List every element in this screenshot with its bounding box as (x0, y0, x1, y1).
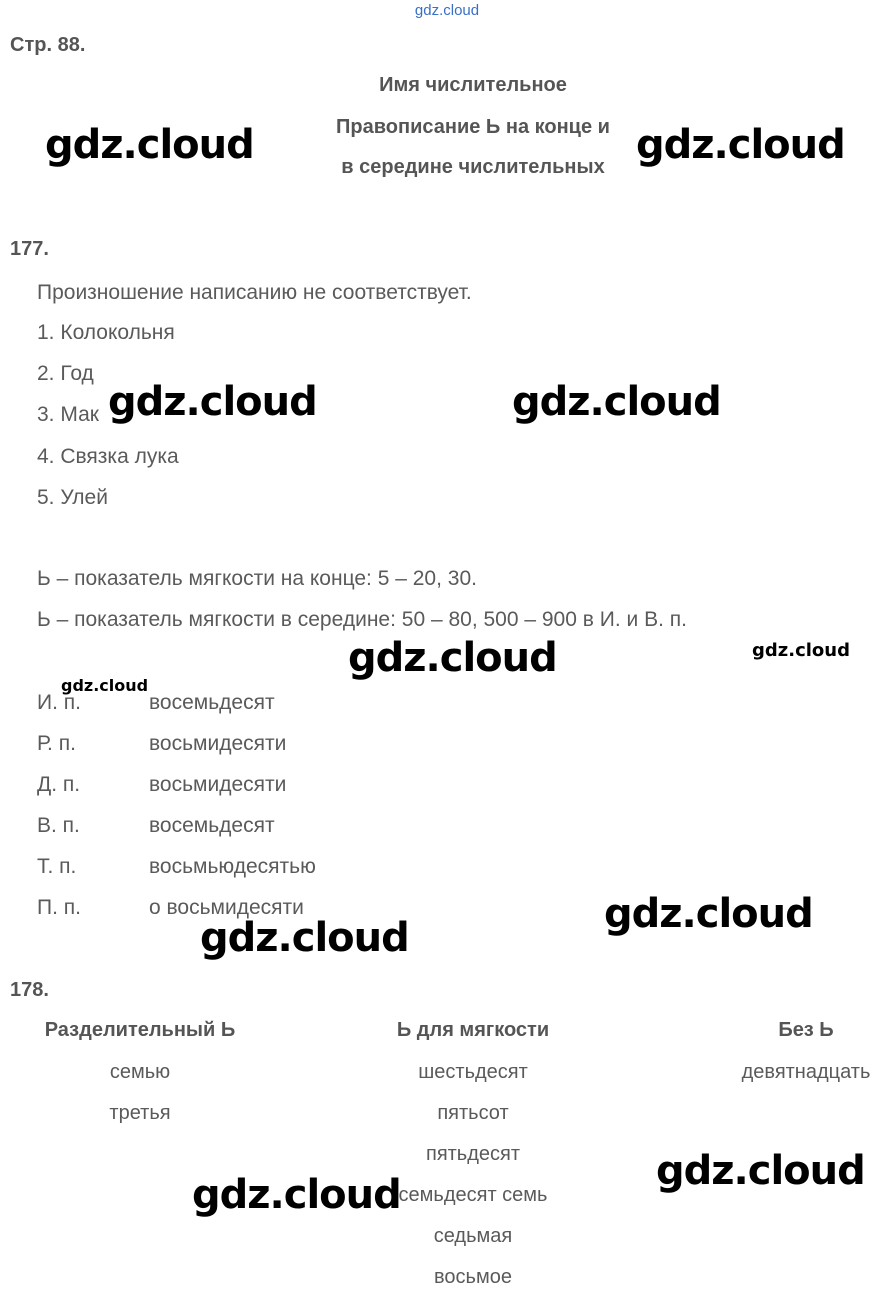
exercise-number-178: 178. (10, 979, 49, 1001)
word: седьмая (433, 1225, 513, 1247)
case-form: о восьмидесяти (149, 896, 304, 919)
column-header: Ь для мягкости (396, 1019, 550, 1041)
top-watermark: gdz.cloud (414, 2, 480, 19)
case-form: восьмидесяти (149, 773, 287, 796)
list-item: 1. Колокольня (37, 321, 175, 344)
section-subtitle-line-2: в середине числительных (341, 156, 605, 178)
word: семьдесят семь (398, 1184, 548, 1206)
case-label: П. п. (37, 896, 81, 919)
word: шестьдесят (418, 1061, 528, 1083)
case-label: И. п. (37, 691, 81, 714)
section-subtitle-line-1: Правописание Ь на конце и (336, 116, 610, 138)
word: восьмое (434, 1266, 512, 1288)
case-label: В. п. (37, 814, 80, 837)
watermark: gdz.cloud (752, 640, 850, 661)
watermark: gdz.cloud (200, 915, 409, 961)
case-form: восемьдесят (149, 814, 275, 837)
section-title: Имя числительное (379, 74, 567, 96)
word: пятьсот (437, 1102, 509, 1124)
case-form: восьмьюдесятью (149, 855, 316, 878)
watermark: gdz.cloud (636, 122, 845, 168)
case-label: Р. п. (37, 732, 76, 755)
list-item: 3. Мак (37, 403, 99, 426)
case-form: восьмидесяти (149, 732, 287, 755)
watermark: gdz.cloud (656, 1148, 865, 1194)
rule-soft-sign-middle: Ь – показатель мягкости в середине: 50 – 80, 500 – 900 в И. и В. п. (37, 608, 687, 631)
watermark: gdz.cloud (61, 676, 149, 695)
column-header: Без Ь (778, 1019, 834, 1041)
watermark: gdz.cloud (348, 635, 557, 681)
watermark: gdz.cloud (192, 1172, 401, 1218)
case-label: Т. п. (37, 855, 77, 878)
rule-soft-sign-end: Ь – показатель мягкости на конце: 5 – 20, 30. (37, 567, 477, 590)
watermark: gdz.cloud (604, 891, 813, 937)
page-reference: Стр. 88. (10, 34, 86, 56)
watermark: gdz.cloud (512, 379, 721, 425)
word: девятнадцать (741, 1061, 871, 1083)
case-form: восемьдесят (149, 691, 275, 714)
list-item: 5. Улей (37, 486, 108, 509)
case-label: Д. п. (37, 773, 81, 796)
exercise-intro: Произношение написанию не соответствует. (37, 281, 472, 304)
watermark: gdz.cloud (108, 379, 317, 425)
watermark: gdz.cloud (45, 122, 254, 168)
word: пятьдесят (425, 1143, 521, 1165)
list-item: 2. Год (37, 362, 94, 385)
column-header: Разделительный Ь (44, 1019, 236, 1041)
list-item: 4. Связка лука (37, 445, 179, 468)
word: третья (109, 1102, 171, 1124)
exercise-number-177: 177. (10, 238, 49, 260)
word: семью (109, 1061, 171, 1083)
